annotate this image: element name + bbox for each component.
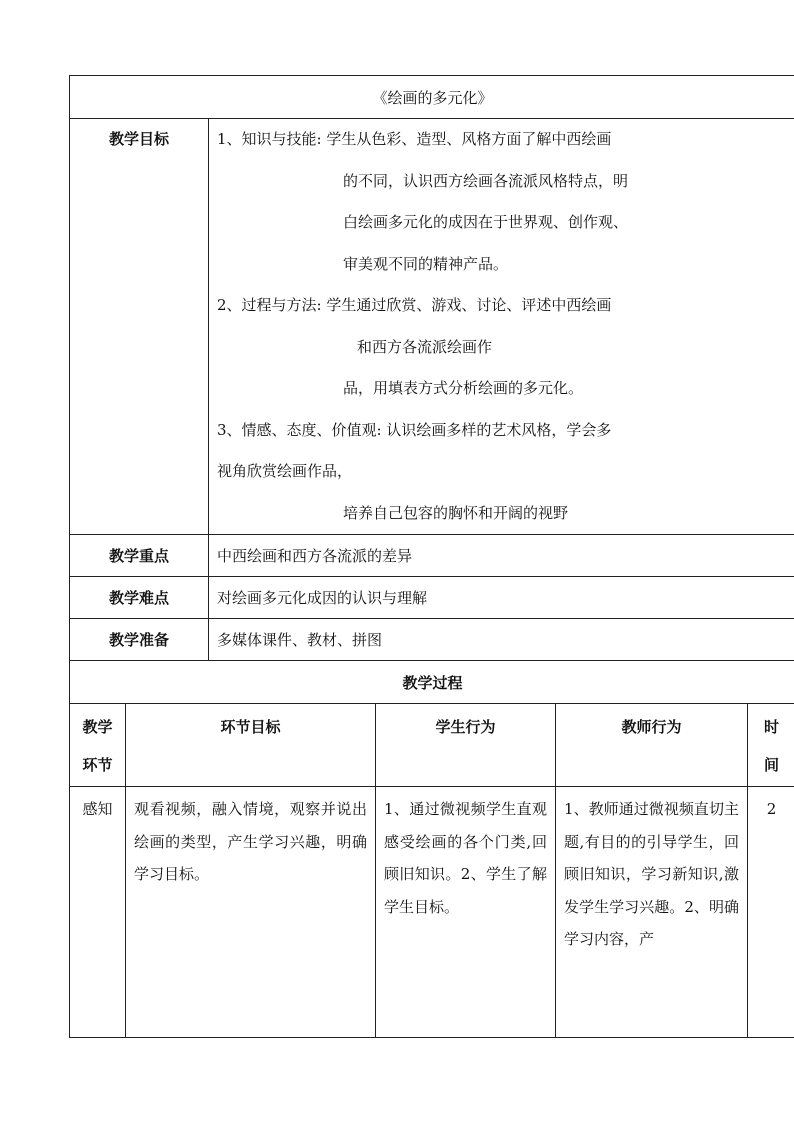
process-title-row	[70, 661, 794, 704]
key-points-row	[70, 535, 794, 577]
difficulties-value: 对绘画多元化成因的认识与理解	[209, 577, 794, 619]
objective-line: 1、知识与技能: 学生从色彩、造型、风格方面了解中西绘画	[217, 130, 612, 148]
objective-line: 白绘画多元化的成因在于世界观、创作观、	[343, 213, 629, 231]
row-teacher: 1、教师通过微视频直切主题,有目的的引导学生，回顾旧知识，学习新知识,激发学生学习兴趣。2、明确学习内容，产	[556, 787, 748, 1038]
objective-line: 和西方各流派绘画作	[357, 337, 493, 356]
preparation-row	[70, 619, 794, 661]
objectives-row	[70, 119, 794, 535]
objectives-content	[209, 119, 794, 535]
key-points-label: 教学重点	[70, 535, 209, 577]
difficulties-row	[70, 577, 794, 619]
row-time: 2	[748, 787, 794, 1038]
objective-line: 品，用填表方式分析绘画的多元化。	[343, 379, 584, 397]
objective-line: 培养自己包容的胸怀和开阔的视野	[343, 503, 569, 522]
document-title: 《绘画的多元化》	[70, 76, 794, 119]
objective-line: 的不同，认识西方绘画各流派风格特点，明	[343, 171, 629, 190]
header-teacher: 教师行为	[556, 704, 748, 787]
objective-line: 2、过程与方法: 学生通过欣赏、游戏、讨论、评述中西绘画	[217, 296, 612, 314]
process-row	[70, 787, 794, 1038]
row-stage: 感知	[70, 787, 126, 1038]
header-stage: 教学 环节	[70, 704, 126, 787]
key-points-value: 中西绘画和西方各流派的差异	[209, 535, 794, 577]
difficulties-label: 教学难点	[70, 577, 209, 619]
header-student: 学生行为	[376, 704, 556, 787]
title-row	[70, 76, 794, 119]
objective-line: 视角欣赏绘画作品，	[217, 462, 353, 480]
header-goal: 环节目标	[126, 704, 376, 787]
row-student: 1、通过微视频学生直观感受绘画的各个门类,回顾旧知识。2、学生了解学生目标。	[376, 787, 556, 1038]
preparation-label: 教学准备	[70, 619, 209, 661]
objectives-label: 教学目标	[70, 119, 209, 535]
lesson-plan-table	[69, 75, 794, 1038]
process-header-row	[70, 704, 794, 787]
objective-line: 审美观不同的精神产品。	[343, 254, 509, 273]
lesson-plan-page	[69, 75, 780, 1038]
objective-line: 3、情感、态度、价值观: 认识绘画多样的艺术风格，学会多	[217, 420, 612, 439]
row-goal: 观看视频，融入情境，观察并说出绘画的类型，产生学习兴趣，明确学习目标。	[126, 787, 376, 1038]
header-time: 时 间	[748, 704, 794, 787]
preparation-value: 多媒体课件、教材、拼图	[209, 619, 794, 661]
process-title: 教学过程	[70, 661, 794, 704]
